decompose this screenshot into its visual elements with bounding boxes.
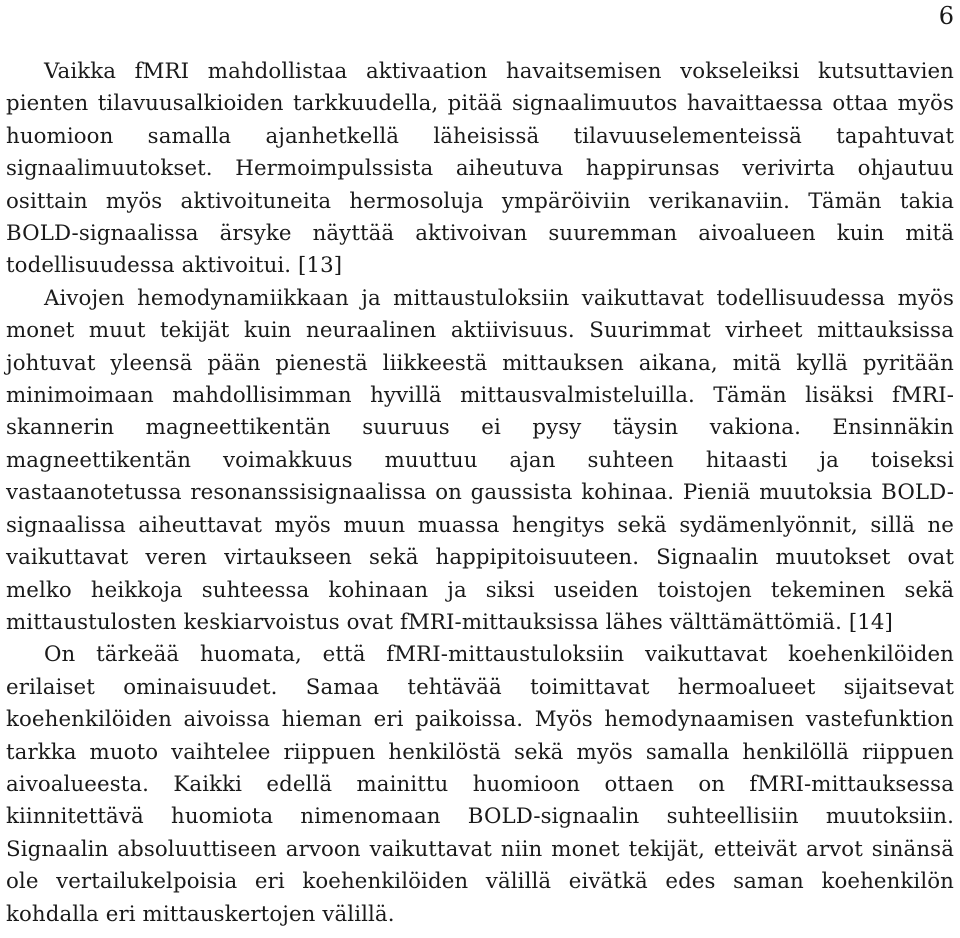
paragraph-1: Vaikka fMRI mahdollistaa aktivaation havaitsemisen vokseleiksi kutsuttavien pienten tilavuusalkioiden tarkkuudella, pitää signaalimuutos havaittaessa ottaa myös huomioon samalla ajanhetkellä läheisissä tilavuuselementeissä tapahtuvat signaalimuutokset. Hermoimpulssista aiheutuva happirunsas verivirta ohjautuu osittain myös aktivoituneita hermosoluja ympäröiviin verikanaviin. Tämän takia BOLD-signaalissa ärsyke näyttää aktivoivan suuremman aivoalueen kuin mitä todellisuudessa aktivoitui. [13] xyxy=(6,59,954,279)
paragraph-2: Aivojen hemodynamiikkaan ja mittaustuloksiin vaikuttavat todellisuudessa myös monet muut tekijät kuin neuraalinen aktiivisuus. Suurimmat virheet mittauksissa johtuvat yleensä pään pienestä liikkeestä mittauksen aikana, mitä kyllä pyritään minimoimaan mahdollisimman hyvillä mittausvalmisteluilla. Tämän lisäksi fMRI-skannerin magneettikentän suuruus ei pysy täysin vakiona. Ensinnäkin magneettikentän voimakkuus muuttuu ajan suhteen hitaasti ja toiseksi vastaanotetussa resonanssisignaalissa on gaussista kohinaa. Pieniä muutoksia BOLD-signaalissa aiheuttavat myös muun muassa hengitys sekä sydämenlyönnit, sillä ne vaikuttavat veren virtaukseen sekä happipitoisuuteen. Signaalin muutokset ovat melko heikkoja suhteessa kohinaan ja siksi useiden toistojen tekeminen sekä mittaustulosten keskiarvoistus ovat fMRI-mittauksissa lähes välttämättömiä. [14] xyxy=(6,285,954,635)
paragraph-3: On tärkeää huomata, että fMRI-mittaustuloksiin vaikuttavat koehenkilöiden erilaiset ominaisuudet. Samaa tehtävää toimittavat hermoalueet sijaitsevat koehenkilöiden aivoissa hieman eri paikoissa. Myös hemodynaamisen vastefunktion tarkka muoto vaihtelee riippuen henkilöstä sekä myös samalla henkilöllä riippuen aivoalueesta. Kaikki edellä mainittu huomioon ottaen on fMRI-mittauksessa kiinnitettävä huomiota nimenomaan BOLD-signaalin suhteellisiin muutoksiin. Signaalin absoluuttiseen arvoon vaikuttavat niin monet tekijät, etteivät arvot sinänsä ole vertailukelpoisia eri koehenkilöiden välillä eivätkä edes saman koehenkilön kohdalla eri mittauskertojen välillä. xyxy=(6,642,954,927)
document-body xyxy=(6,56,954,931)
page-number: 6 xyxy=(938,2,954,30)
